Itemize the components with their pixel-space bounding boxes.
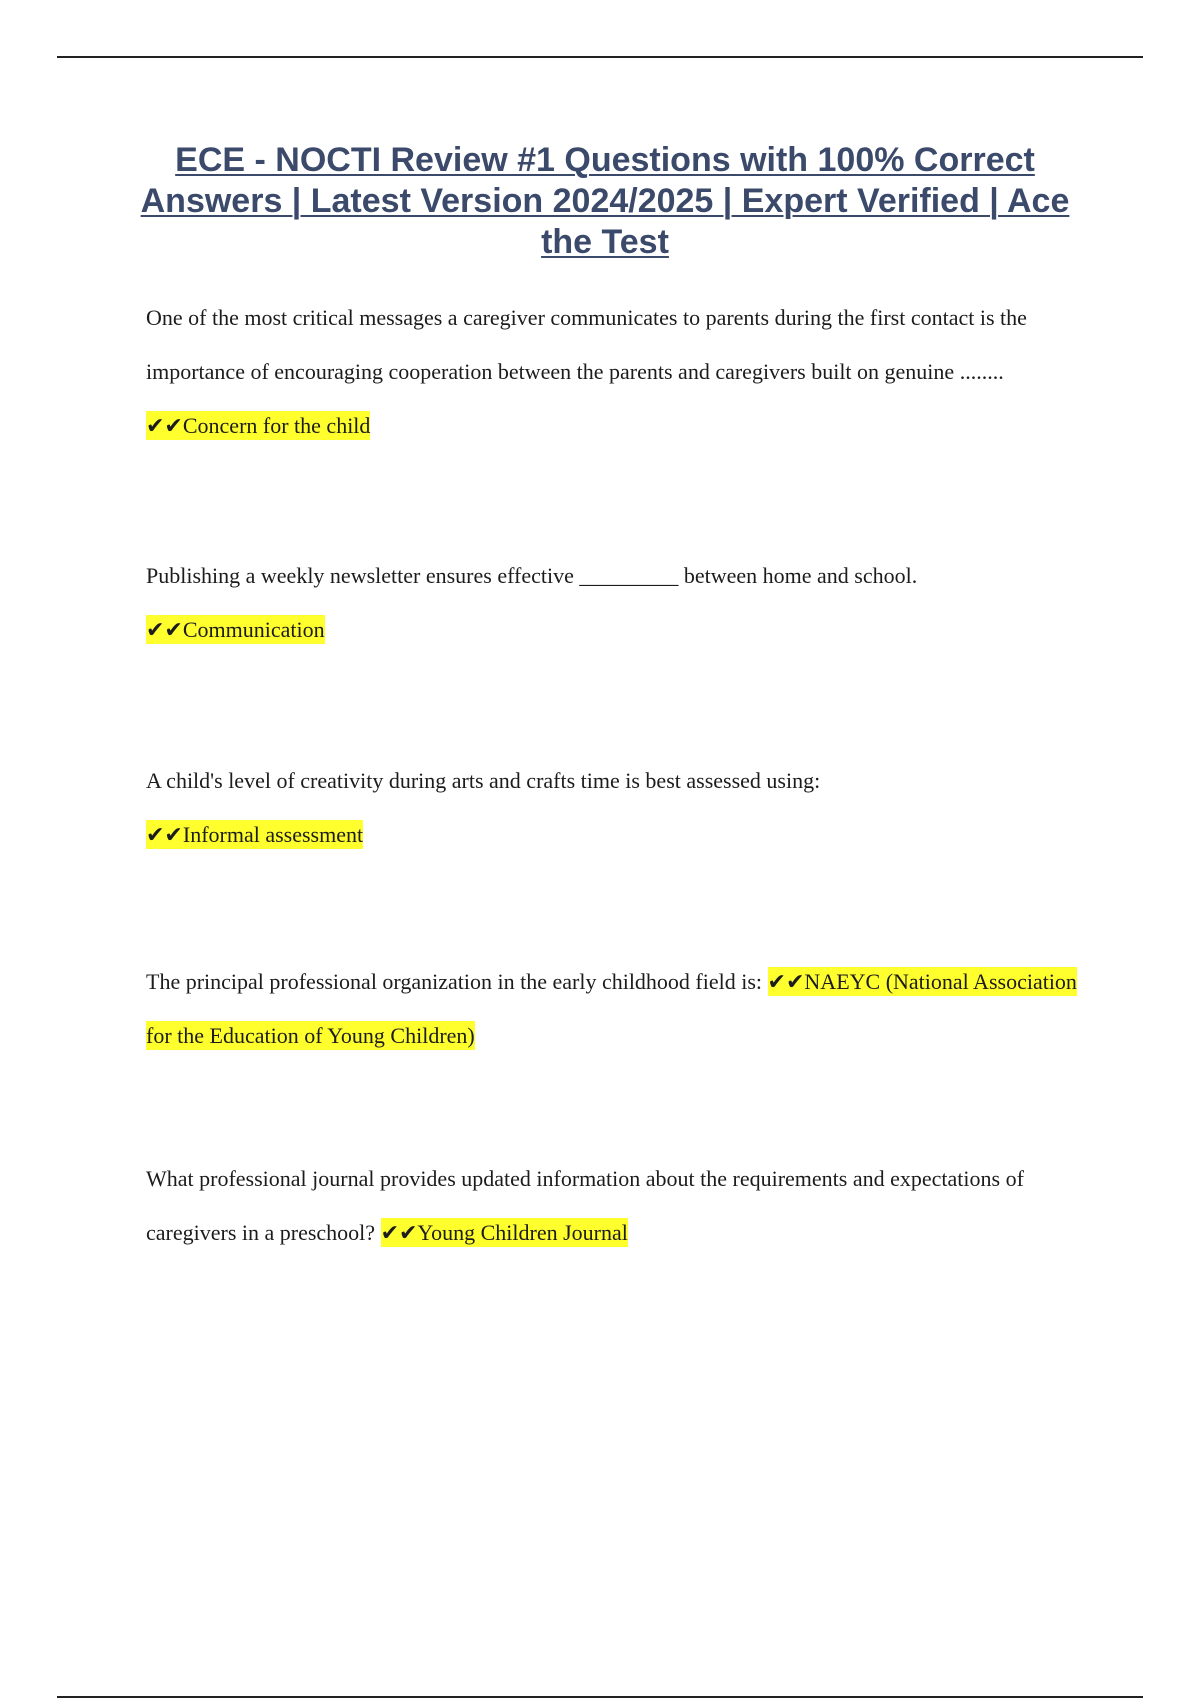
qa-item-3 [146,754,1096,862]
question-text: Publishing a weekly newsletter ensures effective _________ between home and school. [146,563,918,588]
answer-highlight: ✔✔Communication [146,617,325,642]
document-title: ECE - NOCTI Review #1 Questions with 100% Correct Answers | Latest Version 2024/2025 | Expert Verified | Ace the Test [140,141,1070,261]
bottom-rule [57,1696,1143,1698]
answer-highlight: ✔✔Concern for the child [146,413,371,438]
answer-highlight: ✔✔Young Children Journal [380,1220,628,1245]
qa-item-2 [146,549,1096,657]
question-text: A child's level of creativity during arts and crafts time is best assessed using: [146,768,821,793]
answer-highlight: ✔✔Informal assessment [146,822,364,847]
question-text: The principal professional organization in the early childhood field is: [146,969,763,994]
question-text: What professional journal provides updated information about the requirements and expectations of caregivers in a preschool? [146,1166,1024,1245]
top-rule [57,56,1143,58]
qa-item-5 [146,1152,1096,1260]
question-text: One of the most critical messages a caregiver communicates to parents during the first contact is the importance of encouraging cooperation between the parents and caregivers built on genuine ........ [146,305,1027,384]
qa-item-4 [146,955,1096,1063]
qa-item-1 [146,291,1096,453]
answer-highlight: ✔✔NAEYC (National Association for the Education of Young Children) [146,969,1077,1048]
